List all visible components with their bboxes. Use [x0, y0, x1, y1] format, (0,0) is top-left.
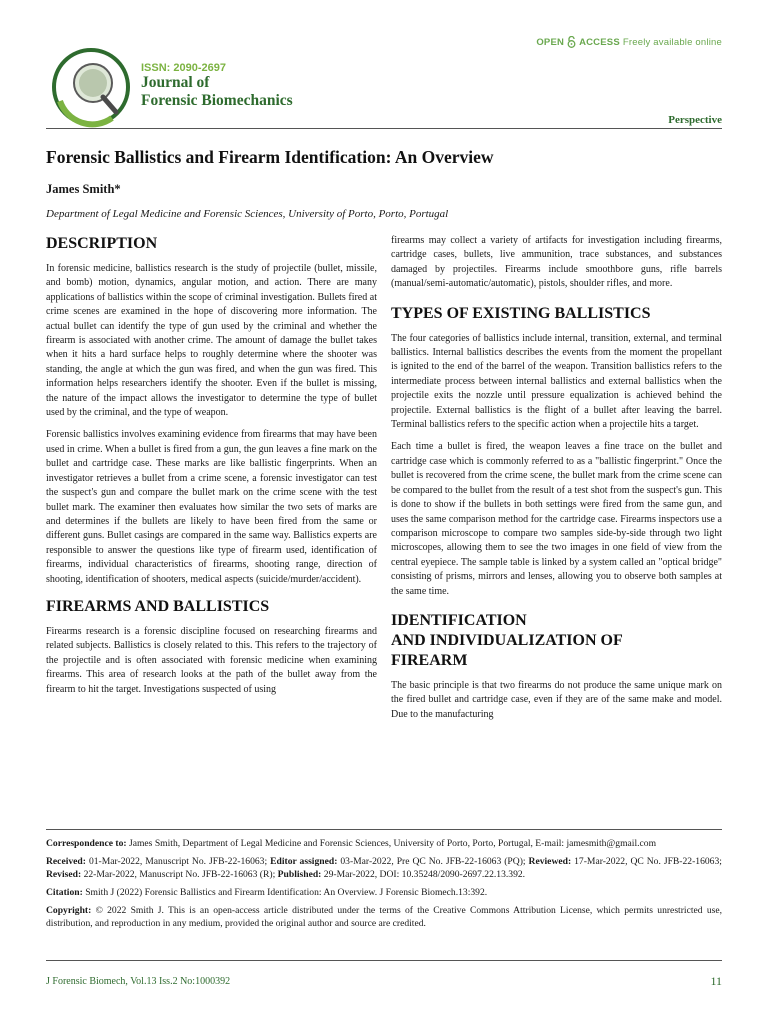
published-label: Published:	[277, 869, 322, 880]
right-column	[391, 234, 722, 730]
page-number: 11	[710, 974, 722, 988]
editor-text: 03-Mar-2022, Pre QC No. JFB-22-16063 (PQ);	[340, 856, 526, 867]
body-paragraph: The basic principle is that two firearms do not produce the same unique mark on the fired bullet and cartridge case, even if they are of the same make and model. Due to the manufacturing	[391, 679, 722, 720]
article-metadata	[46, 837, 722, 935]
body-paragraph: firearms may collect a variety of artifacts for investigation including firearms, cartridge cases, bullets, live ammunition, trace substances, and substances damaged by projectiles. Firearms include smoothbore guns, rifle barrels (manual/semi-automatic/automatic), pistols, shoulder rifles, and more.	[391, 235, 722, 290]
published-text: 29-Mar-2022, DOI: 10.35248/2090-2697.22.13.392.	[323, 869, 526, 880]
identification-heading-line2: AND INDIVIDUALIZATION OF	[391, 631, 623, 649]
article-author: James Smith*	[46, 182, 121, 196]
open-access-right: ACCESS	[579, 36, 620, 48]
identification-heading-line3: FIREARM	[391, 651, 468, 669]
meta-divider	[46, 829, 722, 830]
issn-label: ISSN: 2090-2697	[141, 62, 226, 74]
firearms-heading: FIREARMS AND BALLISTICS	[46, 597, 270, 615]
identification-heading-line1: IDENTIFICATION	[391, 611, 527, 629]
correspondence-text: James Smith, Department of Legal Medicine and Forensic Sciences, University of Porto, Porto, Portugal, E-mail: jamesmith@gmail.com	[128, 838, 657, 849]
citation-label: Citation:	[46, 887, 83, 898]
history-dates	[46, 855, 722, 881]
open-access-note: Freely available online	[622, 36, 722, 48]
citation	[46, 886, 722, 899]
body-paragraph: The four categories of ballistics include internal, transition, external, and terminal ballistics. Internal ballistics describes the events from the moment the propellant is ignited to the end of the barrel of the weapon. Transition ballistics refers to the intermediate process between internal ballistics and external ballistics when the projectile exits the nozzle until pressure equalization is achieved behind the projectile. External ballistics is the flight of a bullet after leaving the barrel. Terminal ballistics refers to the specific action when a projectile hits a target.	[391, 332, 722, 431]
open-access-left: OPEN	[536, 36, 565, 48]
journal-header	[0, 0, 768, 140]
article-title: Forensic Ballistics and Firearm Identification: An Overview	[46, 147, 494, 167]
copyright	[46, 904, 722, 930]
body-paragraph: In forensic medicine, ballistics research is the study of projectile (bullet, missile, and bomb) motion, dynamics, angular motion, and action. There are many applications of ballistics within the scope of criminal investigation. Bullets fired at crime scenes are examined in the hope of discovering more information. The actual bullet can identify the type of gun used by the criminal and whether the firearm is associated with another crime. The amount of damage the bullet takes when it hits a hard surface helps to roughly determine where the shooter was standing, the angle at which the gun was fired, and when the gun was fired. This information helps researchers identify the shooter. Even if the bullet is missing, the nature of the impact allows the investigator to determine the type of bullet used by the criminal, and the type of weapon.	[46, 263, 377, 419]
reviewed-label: Reviewed:	[528, 856, 572, 867]
types-heading: TYPES OF EXISTING BALLISTICS	[391, 304, 651, 322]
article-type-label: Perspective	[668, 114, 722, 126]
open-access-badge	[536, 36, 722, 48]
editor-label: Editor assigned:	[270, 856, 338, 867]
correspondence	[46, 837, 722, 850]
copyright-label: Copyright:	[46, 905, 92, 916]
header-divider	[46, 128, 722, 129]
reviewed-text: 17-Mar-2022, QC No. JFB-22-16063;	[574, 856, 722, 867]
citation-text: Smith J (2022) Forensic Ballistics and Firearm Identification: An Overview. J Forensic Biomech.13:392.	[85, 887, 488, 898]
correspondence-label: Correspondence to:	[46, 838, 127, 849]
left-column	[46, 234, 377, 705]
description-heading: DESCRIPTION	[46, 235, 158, 252]
copyright-text: © 2022 Smith J. This is an open-access article distributed under the terms of the Creative Commons Attribution License, which permits unrestricted use, distribution, and reproduction in any medium, provided the original author and source are credited.	[46, 905, 723, 929]
received-text: 01-Mar-2022, Manuscript No. JFB-22-16063;	[88, 856, 268, 867]
revised-label: Revised:	[46, 869, 82, 880]
received-label: Received:	[46, 856, 86, 867]
open-lock-icon	[567, 36, 576, 48]
footer-divider	[46, 960, 722, 961]
body-paragraph: Each time a bullet is fired, the weapon leaves a fine trace on the bullet and cartridge case which is commonly referred to as a "ballistic fingerprint." Once the bullet is recovered from the crime scene, the bullet mark from the crime scene can be compared to the bullet from the result of a test shot from the suspect's gun. This is done to show if the bullets in both settings were fired from the same gun, and uses the same comparison method for the cartridge case. Firearms inspectors use a comparison microscope to compare two samples side-by-side through two light microscopes, allowing them to see the two images in one field of view from the central eyepiece. The sample table is linked by a system called an "optical bridge" consisting of prisms, mirrors and lenses, allowing you to observe both samples at the same time.	[391, 441, 722, 597]
identification-heading	[391, 611, 722, 671]
journal-name	[141, 74, 293, 110]
revised-text: 22-Mar-2022, Manuscript No. JFB-22-16063 (R);	[83, 869, 276, 880]
body-paragraph: Forensic ballistics involves examining evidence from firearms that may have been used in crime. When a bullet is fired from a gun, the gun leaves a fine mark on the bullet and cartridge case. These marks are like ballistic fingerprints. When an investigator retrieves a bullet from a crime scene, a forensic investigator can test the suspect's gun and compare the bullet mark on the crime scene with the test bullet mark. The examiner then evaluates how similar the two sets of marks are and determines if the bullets are likely to have been fired from the same or different guns. Bullet casings are compared in the same way. Ballistics experts are responsible to answer the questions like type of firearm used, identification of firearms, individual characteristics of firearms, shooting range, direction of shooting, identification of shooters, medical aspects (suicide/murder/accident).	[46, 429, 377, 585]
footer-journal-reference: J Forensic Biomech, Vol.13 Iss.2 No:1000392	[46, 976, 231, 987]
journal-name-line1: Journal of	[141, 74, 210, 91]
magnifier-ring-logo-icon	[50, 46, 132, 128]
journal-name-line2: Forensic Biomechanics	[141, 92, 293, 109]
body-paragraph: Firearms research is a forensic discipline focused on researching firearms and related subjects. Ballistics is closely related to this. This refers to the trajectory of the projectile and is often associated with forensic medicine when examining firearms. This area of research looks at the path of the bullet away from the firearm to hit the target. Investigations suspected of using	[46, 625, 377, 695]
author-affiliation: Department of Legal Medicine and Forensic Sciences, University of Porto, Porto, Portugal	[46, 208, 449, 220]
